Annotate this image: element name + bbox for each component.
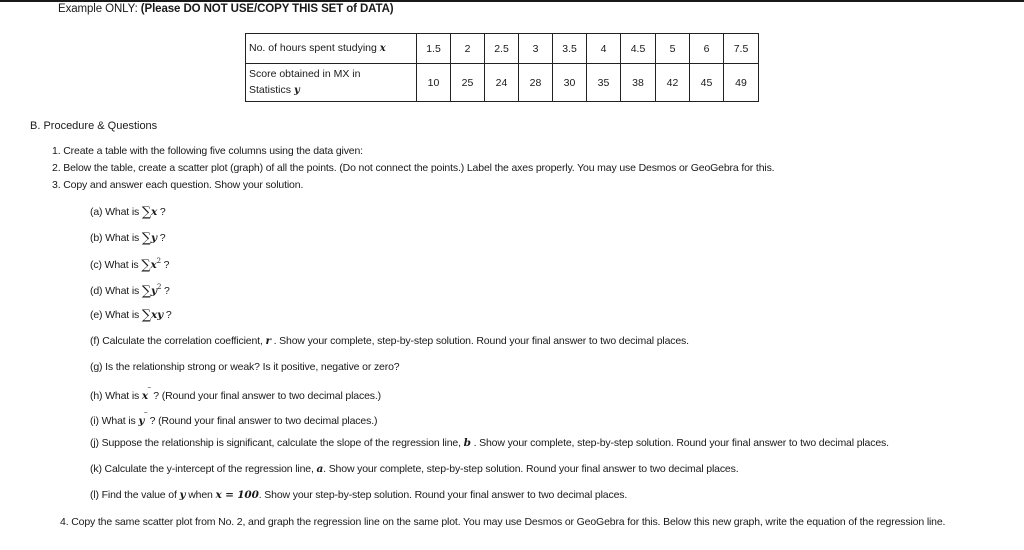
instruction-4: 4. Copy the same scatter plot from No. 2, and graph the regression line on the same plot. You may use Desmos or GeoGebra for this. Below this new graph, write the equation of the regression line.	[60, 516, 946, 528]
question-f-text: (f) Calculate the correlation coefficient,	[90, 335, 266, 347]
table-cell: 3.5	[553, 34, 587, 64]
sigma-symbol: ∑	[141, 231, 152, 246]
table-cell: 30	[553, 64, 587, 102]
instruction-1: 1. Create a table with the following five columns using the data given:	[52, 145, 363, 157]
row-label-score	[246, 64, 417, 102]
question-h	[90, 387, 381, 402]
page-header	[58, 3, 394, 15]
math-variable: x	[150, 259, 157, 271]
math-variable: a	[316, 463, 324, 475]
question-h-text: (h) What is	[90, 390, 142, 402]
question-g: (g) Is the relationship strong or weak? Is it positive, negative or zero?	[90, 361, 400, 373]
question-i-post: ? (Round your final answer to two decimal places.)	[146, 415, 378, 427]
question-mark: ?	[156, 232, 166, 244]
row-label-score-text-b: Statistics	[249, 84, 292, 96]
math-variable: y	[179, 489, 186, 501]
table-cell: 49	[724, 64, 759, 102]
math-variable: y	[151, 232, 157, 244]
sigma-symbol: ∑	[141, 205, 152, 220]
table-cell: 2.5	[485, 34, 519, 64]
data-table	[245, 33, 759, 102]
math-variable: x	[141, 390, 148, 402]
question-l-mid: when	[185, 489, 216, 501]
question-l-post: . Show your step-by-step solution. Round your final answer to two decimal places.	[258, 489, 628, 501]
question-d-text: (d) What is	[90, 285, 142, 297]
question-k-text: (k) Calculate the y-intercept of the regression line,	[90, 463, 317, 475]
header-warning: (Please DO NOT USE/COPY THIS SET of DATA)	[140, 3, 394, 15]
row-label-hours-text: No. of hours spent studying	[249, 42, 377, 54]
sigma-symbol: ∑	[141, 284, 152, 299]
question-f	[90, 335, 689, 347]
question-b-text: (b) What is	[90, 232, 142, 244]
math-equation: x = 100	[215, 489, 259, 501]
table-cell: 42	[656, 64, 690, 102]
table-cell: 38	[621, 64, 656, 102]
table-cell: 25	[451, 64, 485, 102]
question-j-text: (j) Suppose the relationship is significant, calculate the slope of the regression line,	[90, 437, 464, 449]
mean-bar: ‾	[148, 387, 151, 396]
top-border-line	[0, 0, 1024, 2]
question-i	[90, 412, 377, 427]
question-h-post: ? (Round your final answer to two decimal places.)	[150, 390, 381, 402]
question-c	[90, 257, 169, 273]
table-cell: 1.5	[417, 34, 451, 64]
question-mark: ?	[161, 285, 170, 297]
superscript-two: 2	[156, 283, 162, 291]
row-label-hours-var: x	[379, 43, 386, 54]
question-mark: ?	[157, 206, 166, 218]
math-variable: x	[151, 206, 158, 218]
table-cell: 5	[656, 34, 690, 64]
table-cell: 45	[690, 64, 724, 102]
mean-bar: ‾	[144, 412, 147, 421]
table-cell: 6	[690, 34, 724, 64]
table-cell: 4.5	[621, 34, 656, 64]
question-d	[90, 283, 170, 299]
table-cell: 10	[417, 64, 451, 102]
row-label-hours	[246, 34, 417, 64]
sigma-symbol: ∑	[141, 308, 152, 323]
math-variable: y	[151, 285, 157, 297]
question-e	[90, 308, 172, 323]
question-mark: ?	[160, 259, 170, 271]
table-cell: 4	[587, 34, 621, 64]
row-label-score-text-a: Score obtained in MX in	[249, 68, 361, 80]
question-a	[90, 205, 166, 220]
question-e-text: (e) What is	[90, 309, 142, 321]
math-variable: y	[138, 415, 145, 427]
math-variable: xy	[151, 309, 164, 321]
question-mark: ?	[163, 309, 172, 321]
instruction-2: 2. Below the table, create a scatter plot (graph) of all the points. (Do not connect the points.) Label the axes properly. You may use Desmos or GeoGebra for this.	[52, 162, 775, 174]
question-i-text: (i) What is	[90, 415, 139, 427]
question-j-post: . Show your complete, step-by-step solution. Round your final answer to two decimal places.	[470, 437, 889, 449]
section-title: B. Procedure & Questions	[30, 120, 158, 132]
question-c-text: (c) What is	[90, 259, 142, 271]
superscript-two: 2	[156, 257, 161, 265]
table-cell: 2	[451, 34, 485, 64]
table-cell: 24	[485, 64, 519, 102]
table-cell: 35	[587, 64, 621, 102]
header-prefix: Example ONLY:	[58, 3, 141, 15]
question-j	[90, 437, 889, 449]
row-label-score-var: y	[293, 85, 300, 96]
question-k	[90, 463, 738, 475]
math-variable: r	[265, 335, 271, 347]
table-cell: 28	[519, 64, 553, 102]
math-variable: b	[463, 437, 471, 449]
table-row-hours	[246, 34, 759, 64]
question-l	[90, 489, 627, 501]
sigma-symbol: ∑	[141, 258, 151, 273]
question-a-text: (a) What is	[90, 206, 142, 218]
question-k-post: . Show your complete, step-by-step solution. Round your final answer to two decimal places.	[323, 463, 739, 475]
question-l-text: (l) Find the value of	[90, 489, 180, 501]
table-cell: 3	[519, 34, 553, 64]
table-cell: 7.5	[724, 34, 759, 64]
question-b	[90, 231, 165, 246]
question-f-post: . Show your complete, step-by-step solution. Round your final answer to two decimal places.	[270, 335, 689, 347]
table-row-score	[246, 64, 759, 102]
instruction-3: 3. Copy and answer each question. Show your solution.	[52, 179, 304, 191]
